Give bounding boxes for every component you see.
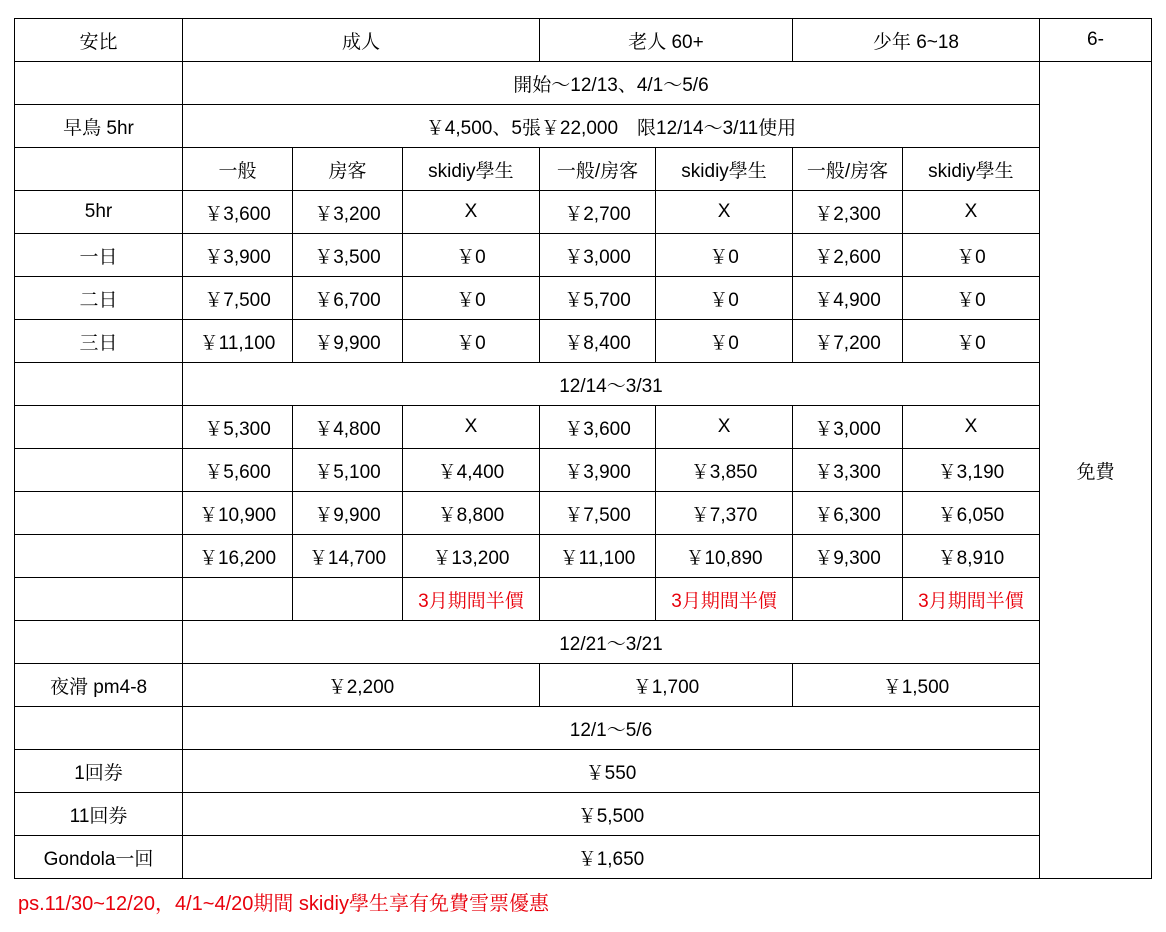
price-cell: X — [656, 191, 793, 234]
price-cell: ￥8,400 — [539, 320, 655, 363]
price-cell: X — [902, 191, 1039, 234]
price-cell: ￥1,650 — [183, 836, 1040, 879]
half-price-note: 3月期間半價 — [656, 578, 793, 621]
price-cell: ￥0 — [402, 320, 539, 363]
table-row — [15, 578, 1152, 621]
child-free-cell: 免費 — [1039, 62, 1151, 879]
price-cell: ￥0 — [656, 277, 793, 320]
empty-cell — [793, 578, 903, 621]
price-cell: ￥2,600 — [793, 234, 903, 277]
header-child: 6- — [1039, 19, 1151, 62]
price-cell: ￥6,300 — [793, 492, 903, 535]
price-cell: ￥7,500 — [539, 492, 655, 535]
table-row — [15, 621, 1152, 664]
header-youth: 少年 6~18 — [793, 19, 1040, 62]
row-label — [15, 363, 183, 406]
price-cell: ￥7,370 — [656, 492, 793, 535]
row-label — [15, 449, 183, 492]
price-cell: ￥0 — [402, 234, 539, 277]
price-cell: ￥2,700 — [539, 191, 655, 234]
row-label — [15, 406, 183, 449]
price-cell: ￥13,200 — [402, 535, 539, 578]
price-cell: ￥3,500 — [293, 234, 403, 277]
price-table-sheet — [0, 18, 1166, 932]
period-text: 12/14～3/31 — [183, 363, 1040, 406]
row-label-earlybird: 早鳥 5hr — [15, 105, 183, 148]
subheader-cell: 一般/房客 — [539, 148, 655, 191]
period-text: 12/1～5/6 — [183, 707, 1040, 750]
header-resort: 安比 — [15, 19, 183, 62]
table-row — [15, 62, 1152, 105]
row-label-gondola: Gondola一回 — [15, 836, 183, 879]
price-cell: ￥5,100 — [293, 449, 403, 492]
header-senior: 老人 60+ — [539, 19, 792, 62]
price-cell: ￥0 — [656, 234, 793, 277]
price-cell: ￥2,200 — [183, 664, 540, 707]
table-row — [15, 535, 1152, 578]
subheader-cell: 一般 — [183, 148, 293, 191]
price-cell: X — [902, 406, 1039, 449]
price-cell: ￥2,300 — [793, 191, 903, 234]
table-row — [15, 664, 1152, 707]
price-cell: ￥3,000 — [539, 234, 655, 277]
table-row — [15, 191, 1152, 234]
price-cell: X — [656, 406, 793, 449]
empty-cell — [539, 578, 655, 621]
price-cell: ￥11,100 — [183, 320, 293, 363]
price-cell: ￥0 — [402, 277, 539, 320]
table-row — [15, 707, 1152, 750]
row-label-single-ride: 1回券 — [15, 750, 183, 793]
price-cell: X — [402, 191, 539, 234]
table-subheader-row — [15, 148, 1152, 191]
price-cell: ￥5,300 — [183, 406, 293, 449]
table-row — [15, 105, 1152, 148]
subheader-cell: skidiy學生 — [902, 148, 1039, 191]
table-row — [15, 406, 1152, 449]
table-row — [15, 277, 1152, 320]
price-cell: ￥4,900 — [793, 277, 903, 320]
table-row — [15, 836, 1152, 879]
price-cell: ￥9,900 — [293, 492, 403, 535]
price-cell: ￥3,850 — [656, 449, 793, 492]
empty-cell — [183, 578, 293, 621]
price-cell: ￥550 — [183, 750, 1040, 793]
price-cell: ￥10,890 — [656, 535, 793, 578]
earlybird-text: ￥4,500、5張￥22,000 限12/14～3/11使用 — [183, 105, 1040, 148]
price-cell: ￥7,200 — [793, 320, 903, 363]
price-cell: ￥5,700 — [539, 277, 655, 320]
price-cell: X — [402, 406, 539, 449]
row-label-eleven-ride: 11回券 — [15, 793, 183, 836]
price-cell: ￥3,000 — [793, 406, 903, 449]
price-cell: ￥3,900 — [539, 449, 655, 492]
price-cell: ￥6,050 — [902, 492, 1039, 535]
table-row — [15, 320, 1152, 363]
subheader-cell: skidiy學生 — [656, 148, 793, 191]
price-cell: ￥7,500 — [183, 277, 293, 320]
row-label — [15, 535, 183, 578]
row-label-oneday: 一日 — [15, 234, 183, 277]
price-cell: ￥3,190 — [902, 449, 1039, 492]
row-label — [15, 148, 183, 191]
price-cell: ￥11,100 — [539, 535, 655, 578]
row-label-twoday: 二日 — [15, 277, 183, 320]
table-row — [15, 793, 1152, 836]
price-cell: ￥1,700 — [539, 664, 792, 707]
row-label — [15, 492, 183, 535]
price-cell: ￥3,600 — [539, 406, 655, 449]
price-cell: ￥8,800 — [402, 492, 539, 535]
price-cell: ￥14,700 — [293, 535, 403, 578]
price-cell: ￥3,200 — [293, 191, 403, 234]
subheader-cell: skidiy學生 — [402, 148, 539, 191]
row-label-night: 夜滑 pm4-8 — [15, 664, 183, 707]
price-cell: ￥5,500 — [183, 793, 1040, 836]
price-cell: ￥16,200 — [183, 535, 293, 578]
price-cell: ￥9,300 — [793, 535, 903, 578]
table-row — [15, 750, 1152, 793]
price-cell: ￥4,400 — [402, 449, 539, 492]
price-cell: ￥1,500 — [793, 664, 1040, 707]
header-adult: 成人 — [183, 19, 540, 62]
price-cell: ￥8,910 — [902, 535, 1039, 578]
price-cell: ￥0 — [656, 320, 793, 363]
row-label — [15, 707, 183, 750]
half-price-note: 3月期間半價 — [402, 578, 539, 621]
price-cell: ￥0 — [902, 277, 1039, 320]
table-header-row — [15, 19, 1152, 62]
price-cell: ￥0 — [902, 234, 1039, 277]
table-row — [15, 449, 1152, 492]
row-label-threeday: 三日 — [15, 320, 183, 363]
price-cell: ￥9,900 — [293, 320, 403, 363]
subheader-cell: 一般/房客 — [793, 148, 903, 191]
price-cell: ￥5,600 — [183, 449, 293, 492]
price-cell: ￥3,900 — [183, 234, 293, 277]
subheader-cell: 房客 — [293, 148, 403, 191]
price-cell: ￥3,300 — [793, 449, 903, 492]
empty-cell — [293, 578, 403, 621]
period-text: 12/21～3/21 — [183, 621, 1040, 664]
row-label-5hr: 5hr — [15, 191, 183, 234]
row-label — [15, 62, 183, 105]
period-text: 開始～12/13、4/1～5/6 — [183, 62, 1040, 105]
price-cell: ￥0 — [902, 320, 1039, 363]
ski-price-table — [14, 18, 1152, 879]
row-label — [15, 578, 183, 621]
table-row — [15, 363, 1152, 406]
price-cell: ￥3,600 — [183, 191, 293, 234]
price-cell: ￥6,700 — [293, 277, 403, 320]
footnote-text: ps.11/30~12/20，4/1~4/20期間 skidiy學生享有免費雪票優惠 — [18, 893, 549, 915]
half-price-note: 3月期間半價 — [902, 578, 1039, 621]
table-row — [15, 492, 1152, 535]
row-label — [15, 621, 183, 664]
table-row — [15, 234, 1152, 277]
price-cell: ￥4,800 — [293, 406, 403, 449]
price-cell: ￥10,900 — [183, 492, 293, 535]
